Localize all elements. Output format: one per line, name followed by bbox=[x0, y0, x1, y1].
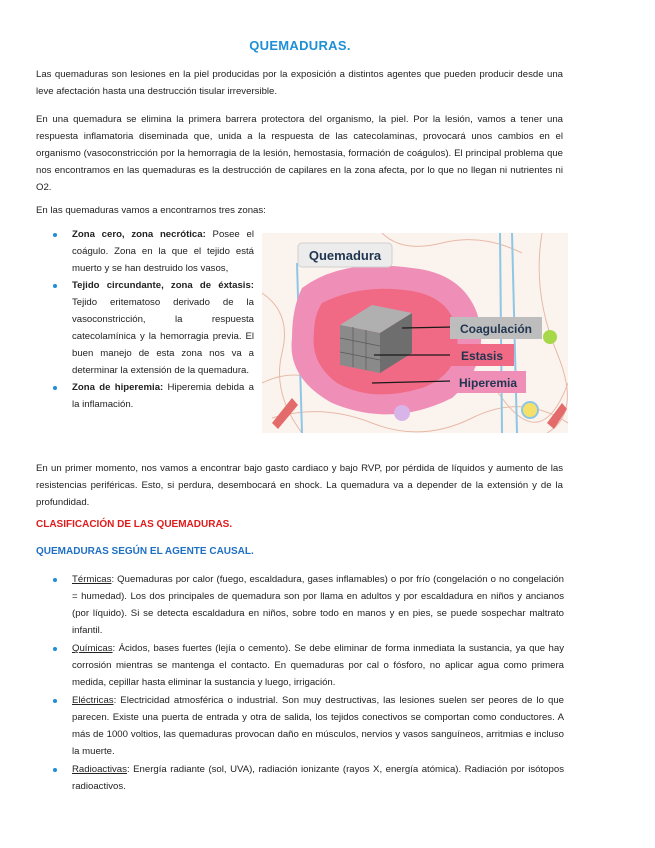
zone-term: Zona cero, zona necrótica: bbox=[72, 229, 206, 240]
agent-term: Eléctricas bbox=[72, 695, 114, 706]
agent-term: Térmicas bbox=[72, 574, 112, 585]
zone-text: Tejido eritematoso derivado de la vasoconstricción, la respuesta catecolamínica y la hemorragia previa. El buen manejo de esta zona nos va a determinar la extensión de la quemadura. bbox=[72, 297, 254, 376]
hemodynamics-paragraph: En un primer momento, nos vamos a encontrar bajo gasto cardiaco y bajo RVP, por pérdida de líquidos y aumento de las resistencias periféricas. Esto, si perdura, desembocará en shock. La quemadura va a depender de la extensión y de la profundidad. bbox=[36, 463, 563, 508]
agents-list bbox=[50, 571, 564, 796]
intro-paragraph: Las quemaduras son lesiones en la piel producidas por la exposición a distintos agentes que pueden producir desde una leve afectación hasta una destrucción tisular irreversible. bbox=[36, 69, 563, 97]
list-item bbox=[50, 277, 254, 379]
list-item bbox=[50, 761, 564, 795]
list-item bbox=[50, 379, 254, 413]
burn-zones-diagram bbox=[262, 233, 568, 433]
causal-agent-heading: QUEMADURAS SEGÚN EL AGENTE CAUSAL. bbox=[36, 546, 254, 557]
agent-text: : Energía radiante (sol, UVA), radiación ionizante (rayos X, energía atómica). Radiación por isótopos radioactivos. bbox=[72, 764, 564, 792]
decor-yellow bbox=[522, 402, 538, 418]
list-item bbox=[50, 571, 564, 639]
pathophysiology-paragraph: En una quemadura se elimina la primera barrera protectora del organismo, la piel. Por la lesión, vamos a tener una respuesta inflamatoria diseminada que, unida a la respuesta de las catecolaminas, provocará unos cambios en el organismo (vasoconstricción por la hemorragia de la lesión, hemostasia, formación de coágulos). El principal problema que nos encontramos en las quemaduras es la destrucción de capilares en la zona afecta, por lo que no llegan ni nutrientes ni O2. bbox=[36, 114, 563, 193]
page-title: QUEMADURAS. bbox=[249, 38, 351, 53]
agent-term: Radioactivas bbox=[72, 764, 127, 775]
decor-purple bbox=[394, 405, 410, 421]
hyperemia-label: Hiperemia bbox=[458, 376, 518, 390]
list-item bbox=[50, 640, 564, 691]
stasis-label: Estasis bbox=[460, 349, 504, 363]
agent-text: : Quemaduras por calor (fuego, escaldadura, gases inflamables) o por frío (congelación o no congelación = humedad). Los dos principales de quemadura son por llama en adultos y por escaldadura en niños y ancianos (por líquido). Si se detecta escaldadura en niños, sobre todo en manos y en pies, se puede sospechar maltrato infantil. bbox=[72, 574, 564, 636]
quemadura-label: Quemadura bbox=[308, 248, 382, 263]
agent-term: Químicas bbox=[72, 643, 113, 654]
coagulation-label: Coagulación bbox=[459, 322, 533, 336]
list-item bbox=[50, 692, 564, 760]
decor-green bbox=[543, 330, 557, 344]
zone-text: Hiperemia debida a la inflamación. bbox=[72, 382, 254, 410]
agent-text: : Electricidad atmosférica o industrial. Son muy destructivas, las lesiones suelen ser peores de lo que parecen. Existe una puerta de entrada y otra de salida, los tejidos conectivos se comportan como conductores. A más de 1000 voltios, las quemaduras provocan daño en músculos, nervios y vasos sanguíneos, arritmias e incluso la muerte. bbox=[72, 695, 564, 757]
zone-text: Posee el coágulo. Zona en la que el tejido está muerto y se han destruido los vasos, bbox=[72, 229, 254, 274]
agent-text: : Ácidos, bases fuertes (lejía o cemento). Se debe eliminar de forma inmediata la sustancia, ya que hay corrosión mientras se mantenga el contacto. En quemaduras por cal o fósforo, no aplicar agua como primera medida, cepillar hasta eliminar la sustancia y luego, irrigación. bbox=[72, 643, 564, 688]
zone-term: Zona de hiperemia: bbox=[72, 382, 164, 393]
zone-term: Tejido circundante, zona de éxtasis: bbox=[72, 280, 254, 291]
zones-list bbox=[50, 226, 254, 413]
zones-intro: En las quemaduras vamos a encontrarnos tres zonas: bbox=[36, 205, 266, 216]
classification-heading: CLASIFICACIÓN DE LAS QUEMADURAS. bbox=[36, 519, 233, 530]
list-item bbox=[50, 226, 254, 277]
